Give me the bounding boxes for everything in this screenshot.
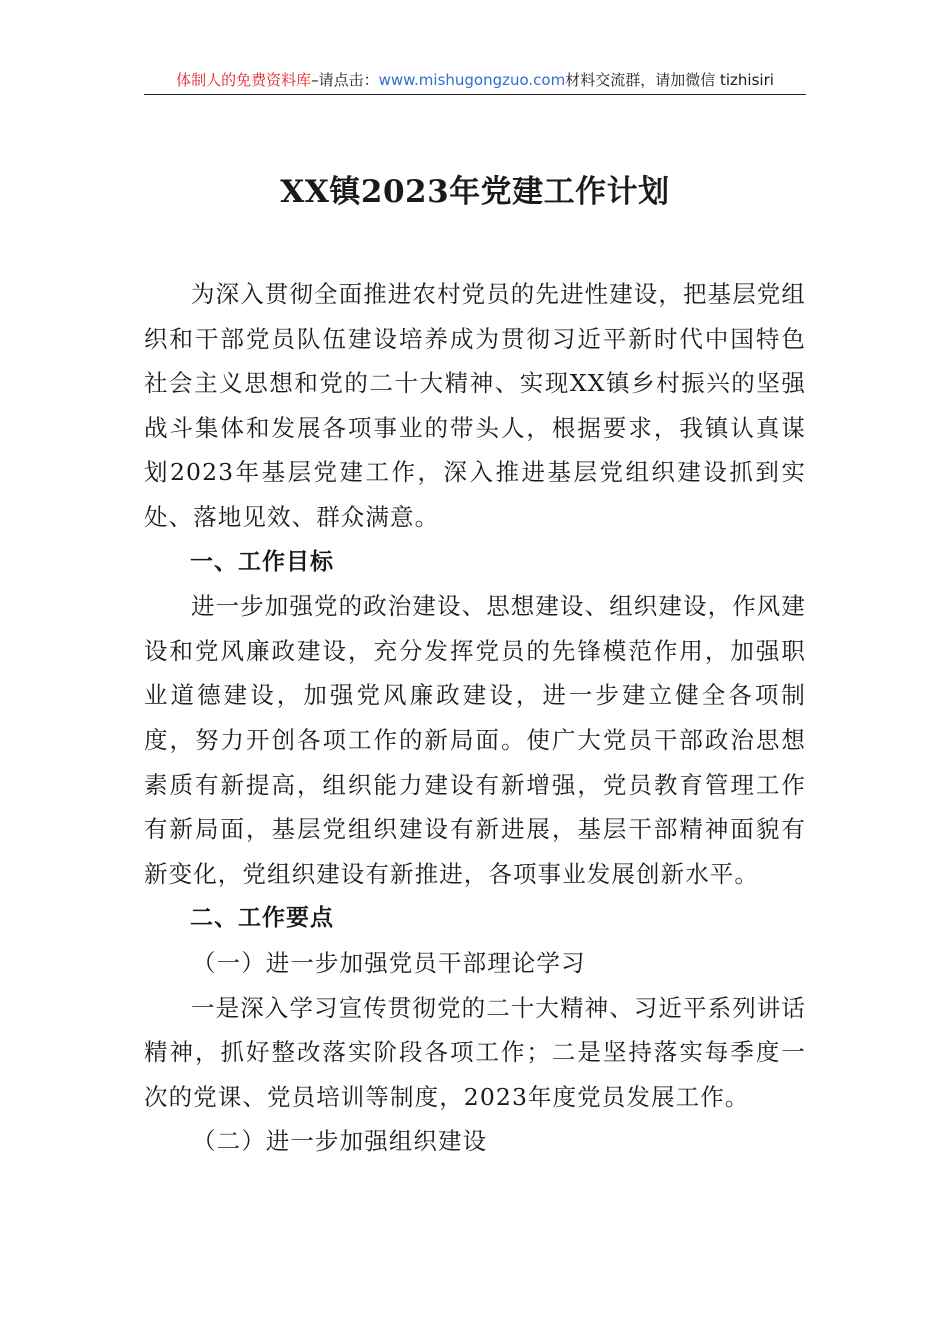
header-prompt: –请点击： xyxy=(311,71,379,89)
page-header xyxy=(144,68,806,95)
document-body xyxy=(144,272,806,1164)
document-title: XX镇2023年党建工作计划 xyxy=(280,174,670,210)
header-wechat-note: 材料交流群，请加微信 tizhisiri xyxy=(565,71,774,89)
section-heading-key-points: 二、工作要点 xyxy=(190,905,334,932)
intro-paragraph: 为深入贯彻全面推进农村党员的先进性建设，把基层党组织和干部党员队伍建设培养成为贯彻习近平新时代中国特色社会主义思想和党的二十大精神、实现XX镇乡村振兴的坚强战斗集体和发展各项事业的带头人，根据要求，我镇认真谋划2023年基层党建工作，深入推进基层党组织建设抓到实处、落地见效、群众满意。 xyxy=(144,280,806,531)
section-heading-goals: 一、工作目标 xyxy=(190,548,334,575)
header-site-name: 体制人的免费资料库 xyxy=(176,71,312,89)
theory-study-paragraph: 一是深入学习宣传贯彻党的二十大精神、习近平系列讲话精神，抓好整改落实阶段各项工作；二是坚持落实每季度一次的党课、党员培训等制度，2023年度党员发展工作。 xyxy=(144,993,806,1111)
header-link[interactable]: www.mishugongzuo.com xyxy=(378,71,566,89)
subheading-organization: （二）进一步加强组织建设 xyxy=(192,1127,488,1156)
goals-paragraph: 进一步加强党的政治建设、思想建设、组织建设，作风建设和党风廉政建设，充分发挥党员的先锋模范作用，加强职业道德建设，加强党风廉政建设，进一步建立健全各项制度，努力开创各项工作的新局面。使广大党员干部政治思想素质有新提高，组织能力建设有新增强，党员教育管理工作有新局面，基层党组织建设有新进展，基层干部精神面貌有新变化，党组织建设有新推进，各项事业发展创新水平。 xyxy=(144,592,806,888)
subheading-theory-study: （一）进一步加强党员干部理论学习 xyxy=(192,948,586,977)
